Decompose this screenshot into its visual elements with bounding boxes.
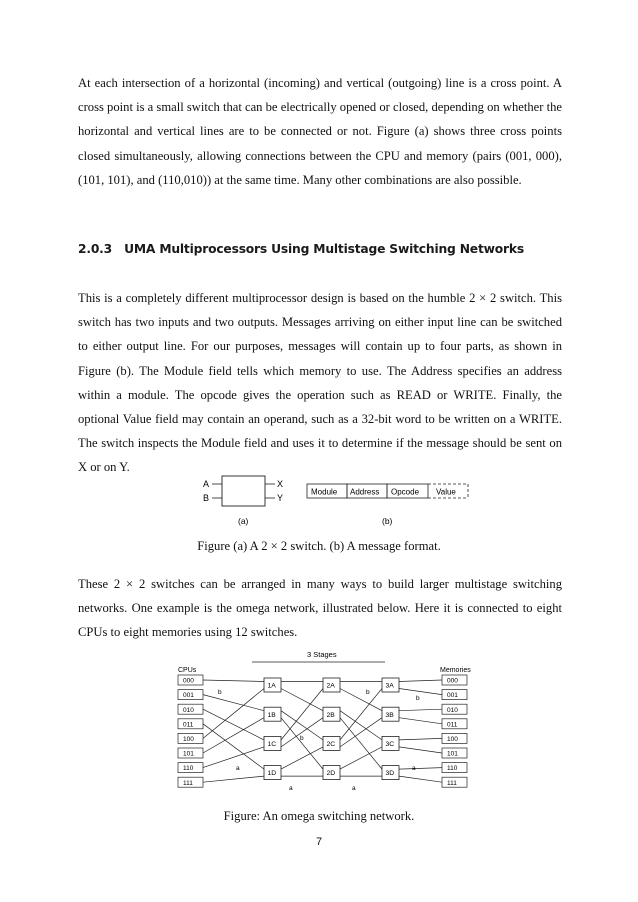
caption-omega: Figure: An omega switching network.	[223, 809, 415, 823]
switch-label: 3D	[385, 770, 395, 778]
memory-label: 101	[447, 750, 458, 758]
memory-label: 000	[447, 677, 458, 685]
memory-label: 011	[447, 721, 458, 729]
cpu-label: 101	[183, 750, 194, 758]
memory-label: 110	[447, 765, 458, 773]
memory-label: 100	[447, 736, 458, 743]
cpu-label: 001	[183, 692, 194, 700]
cpu-label: 000	[183, 677, 194, 685]
cpu-label: 010	[183, 706, 194, 714]
switch-label: 1B	[267, 711, 276, 719]
section-number: 2.0.3	[78, 242, 113, 256]
memory-label: 010	[447, 706, 458, 714]
path-label-b: b	[366, 689, 370, 696]
switch-label: 3B	[385, 711, 394, 719]
switch-label: 2A	[326, 682, 335, 690]
memories-label: Memories	[440, 667, 471, 674]
field-address: Address	[350, 487, 380, 497]
path-label-a: a	[289, 785, 293, 792]
label-b: (b)	[382, 516, 393, 526]
path-label-a: a	[412, 765, 416, 772]
paragraph-crosspoint: At each intersection of a horizontal (incoming) and vertical (outgoing) line is a cross point. A cross point is a small switch that can be electrically opened or closed, depending on whether the horizontal and vertical lines are to be connected or not. Figure (a) shows three cross points closed simultaneously, allowing connections between the CPU and memory (pairs (001, 000), (101, 101), and (110,010)) at the same time. Many other combinations are also possible.	[78, 76, 562, 187]
switch-output-x: X	[277, 479, 284, 489]
field-opcode: Opcode	[391, 487, 420, 497]
switch-label: 2C	[326, 741, 336, 748]
memory-label: 001	[447, 692, 458, 700]
path-label-b: b	[416, 695, 420, 702]
paragraph-omega: These 2 × 2 switches can be arranged in many ways to build larger multistage switching networks. One example is the omega network, illustrated below. Here it is connected to eight CPUs to eight memories using 12 switches.	[78, 577, 562, 640]
switch-label: 1C	[267, 741, 277, 748]
switch-output-y: Y	[277, 493, 284, 503]
field-value: Value	[436, 487, 456, 497]
stages-label: 3 Stages	[307, 650, 337, 659]
switch-label: 3A	[385, 682, 394, 690]
section-heading	[78, 242, 524, 256]
switch-input-a: A	[203, 479, 210, 489]
path-label-b: b	[300, 735, 304, 742]
switch-box	[222, 476, 265, 506]
field-module: Module	[311, 487, 338, 497]
switch-label: 1A	[267, 682, 276, 690]
cpus-label: CPUs	[178, 667, 197, 674]
switch-label: 2D	[326, 770, 336, 778]
path-label-a: a	[236, 765, 240, 772]
memory-label: 111	[447, 779, 457, 787]
cpu-label: 100	[183, 736, 194, 743]
cpu-label: 111	[183, 779, 193, 787]
path-label-b: b	[218, 689, 222, 696]
cpu-label: 011	[183, 721, 194, 729]
page-number: 7	[315, 836, 323, 848]
switch-label: 1D	[267, 770, 277, 778]
cpu-label: 110	[183, 765, 194, 773]
label-a: (a)	[238, 516, 249, 526]
omega-network-diagram	[172, 646, 477, 796]
switch-input-b: B	[203, 493, 210, 503]
switch-figure	[195, 474, 485, 530]
section-title: UMA Multiprocessors Using Multistage Switching Networks	[124, 242, 524, 256]
paragraph-switch: This is a completely different multiprocessor design is based on the humble 2 × 2 switch. This switch has two inputs and two outputs. Messages arriving on either input line can be switched to either output line. For our purposes, messages will contain up to four parts, as shown in Figure (b). The Module field tells which memory to use. The Address specifies an address within a module. The opcode gives the operation such as READ or WRITE. Finally, the optional Value field may contain an operand, such as a 32-bit word to be written on a WRITE. The switch inspects the Module field and uses it to determine if the message should be sent on X or on Y.	[78, 291, 562, 475]
switch-label: 2B	[326, 711, 335, 719]
caption-switch: Figure (a) A 2 × 2 switch. (b) A message format.	[197, 539, 441, 553]
path-label-a: a	[352, 785, 356, 792]
switch-label: 3C	[385, 741, 395, 748]
